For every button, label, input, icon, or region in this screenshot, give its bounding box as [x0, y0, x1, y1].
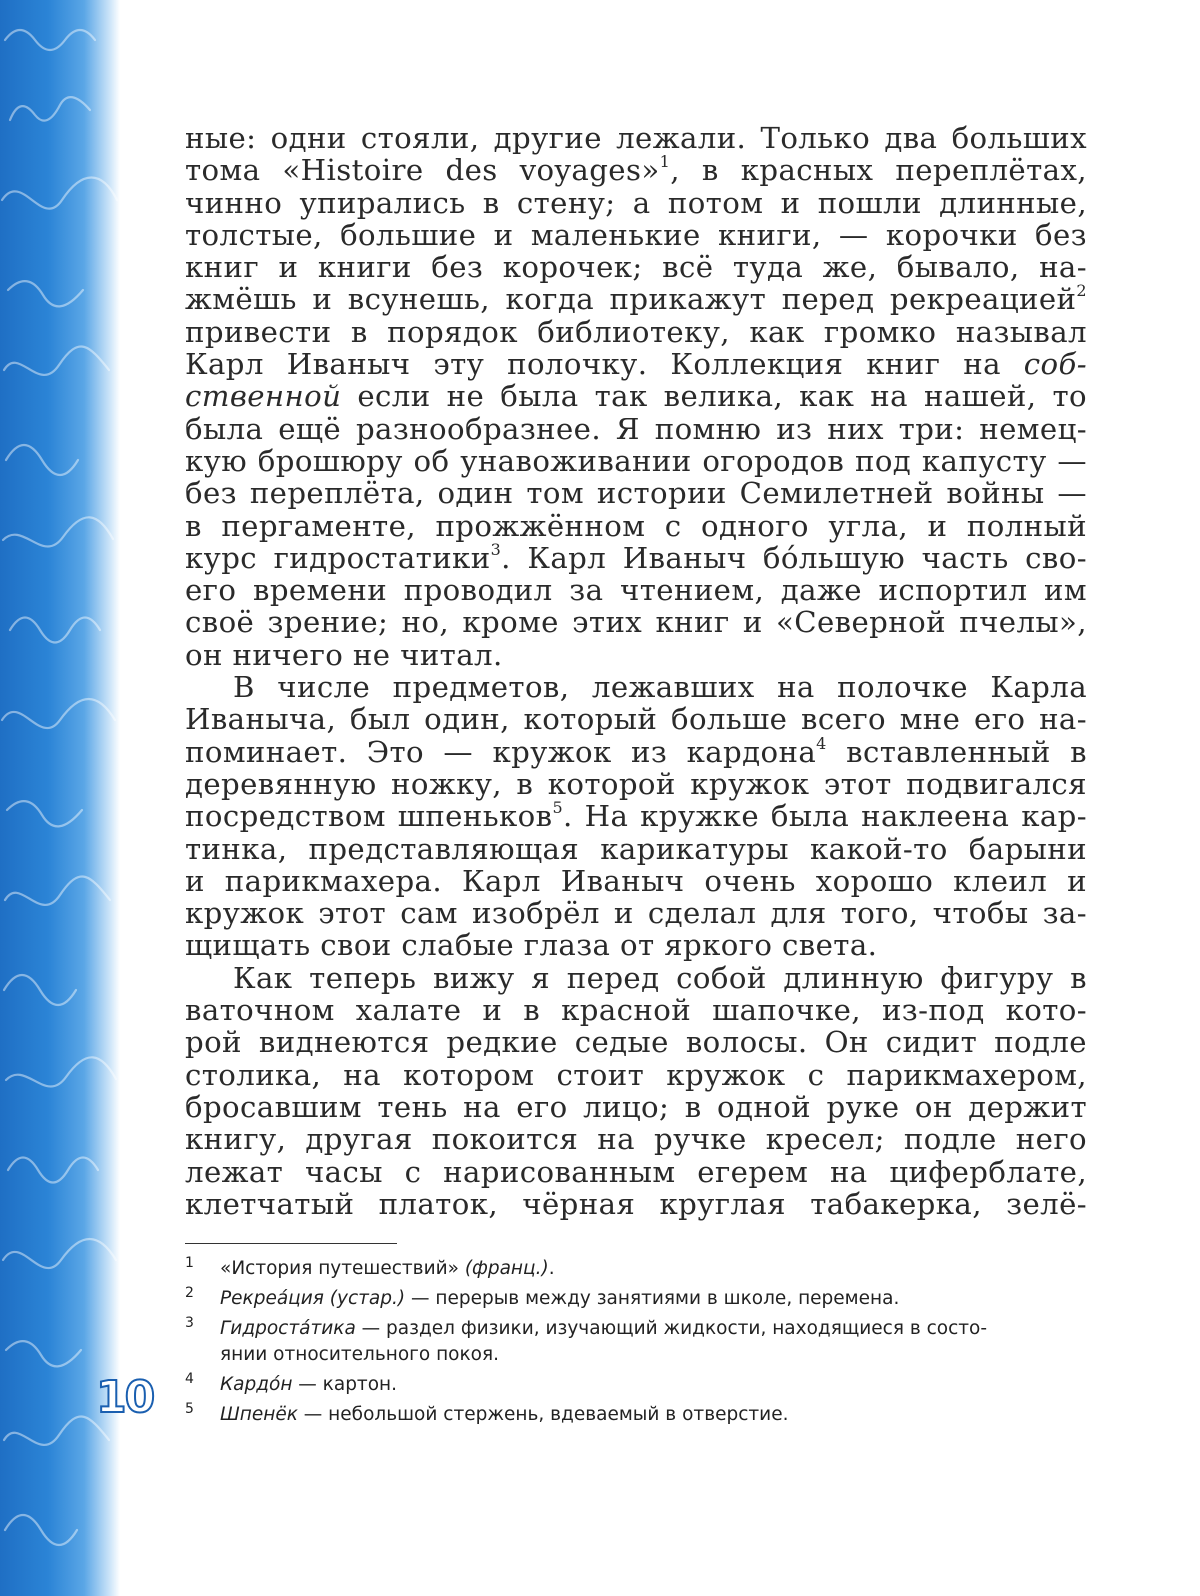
line-text: Иваныча, был один, который больше всего мне его на- [185, 702, 1087, 737]
italic-text: соб- [1023, 347, 1087, 382]
text-line [185, 539, 1087, 575]
text-line [185, 606, 1087, 638]
line-text: В числе предметов, лежавших на полочке Карла [233, 670, 1087, 705]
footnote [185, 1256, 1090, 1282]
line-text: курс гидростатики [185, 540, 491, 575]
text-line [185, 154, 1087, 186]
footnote [185, 1286, 1090, 1312]
footnote-ref: 4 [816, 733, 827, 753]
footnote-number: 5 [185, 1401, 194, 1417]
text-line [185, 733, 1087, 769]
paragraph [185, 122, 1087, 671]
line-text: столика, на котором стоит кружок с парикмахером, [185, 1057, 1087, 1092]
footnote-ref: 1 [659, 152, 671, 172]
line-text: была ещё разнообразнее. Я помню из них три: немец- [185, 411, 1087, 446]
footnotes [185, 1256, 1090, 1432]
text-line [185, 994, 1087, 1026]
footnote-term: Рекреáция (устар.) [220, 1288, 406, 1309]
footnote [185, 1372, 1090, 1398]
text-line [185, 1188, 1087, 1220]
footnote [185, 1316, 1090, 1368]
text-line [185, 1123, 1087, 1155]
text-line [185, 477, 1087, 509]
handwriting-pattern [0, 0, 120, 1596]
footnote-term: Шпенёк [220, 1404, 298, 1425]
footnote [185, 1402, 1090, 1428]
line-text: кружок этот сам изобрёл и сделал для того, чтобы за- [185, 896, 1087, 931]
line-text: если не была так велика, как на нашей, то [341, 379, 1087, 414]
line-text: он ничего не читал. [185, 637, 503, 672]
footnote-divider [185, 1243, 397, 1244]
footnote-number: 4 [185, 1371, 194, 1387]
line-text: в пергаменте, прожжённом с одного угла, и полный [185, 508, 1087, 543]
text-line [185, 639, 1087, 671]
text-line [185, 445, 1087, 477]
main-text [185, 122, 1087, 1220]
line-text: деревянную ножку, в которой кружок этот подвигался [185, 766, 1087, 801]
decorative-side-band [0, 0, 120, 1596]
page-number: 10 [96, 1372, 154, 1423]
footnote-ref: 2 [1076, 281, 1087, 301]
text-line [185, 1156, 1087, 1188]
line-text: . На кружке была наклеена кар- [563, 799, 1087, 834]
footnote-number: 1 [185, 1255, 194, 1271]
text-line [185, 122, 1087, 154]
text-line [185, 703, 1087, 735]
text-line [185, 1091, 1087, 1123]
line-text: кую брошюру об унавоживании огородов под капусту — [185, 443, 1087, 478]
text-line [185, 380, 1087, 412]
footnote-tail: . [548, 1258, 555, 1279]
line-text: ные: одни стояли, другие лежали. Только два больших [185, 121, 1087, 155]
text-line [185, 929, 1087, 961]
text-line [185, 671, 1087, 703]
footnote-text: — небольшой стержень, вдеваемый в отверстие. [297, 1404, 789, 1425]
line-text: чинно упирались в стену; а потом и пошли длинные, [185, 185, 1087, 220]
text-line [185, 219, 1087, 251]
footnote-note: (франц.) [464, 1258, 549, 1279]
line-text: привести в порядок библиотеку, как громко называл [185, 314, 1087, 349]
footnote-number: 3 [185, 1315, 194, 1331]
paragraph [185, 671, 1087, 962]
footnote-text: — картон. [292, 1374, 398, 1395]
line-text: без переплёта, один том истории Семилетней войны — [185, 476, 1087, 511]
line-text: своё зрение; но, кроме этих книг и «Северной пчелы», [185, 605, 1087, 640]
text-line [185, 283, 1087, 315]
text-line [185, 348, 1087, 380]
text-line [185, 800, 1087, 832]
text-line [185, 510, 1087, 542]
text-line [185, 574, 1087, 606]
line-text: . Карл Иваныч бóльшую часть сво- [501, 540, 1087, 575]
footnote-ref: 5 [552, 798, 564, 818]
line-text: Карл Иваныч эту полочку. Коллекция книг на [185, 347, 1024, 382]
line-text: бросавшим тень на его лицо; в одной руке он держит [185, 1089, 1087, 1124]
line-text: поминает. Это — кружок из кардона [185, 734, 817, 769]
text-line [185, 251, 1087, 283]
line-text: его времени проводил за чтением, даже испортил им [185, 573, 1087, 608]
text-line [185, 962, 1087, 994]
text-line [185, 316, 1087, 348]
line-text: посредством шпеньков [185, 799, 553, 834]
footnote-number: 2 [185, 1285, 194, 1301]
text-line [185, 1026, 1087, 1058]
line-text: клетчатый платок, чёрная круглая табакерка, зелё- [185, 1186, 1087, 1221]
line-text: толстые, большие и маленькие книги, — корочки без [185, 217, 1087, 252]
footnote-text: — раздел физики, изучающий жидкости, находящиеся в состо- [355, 1318, 988, 1339]
footnote-text: — перерыв между занятиями в школе, перемена. [405, 1288, 900, 1309]
line-text: , в красных переплётах, [670, 153, 1087, 188]
line-text: щищать свои слабые глаза от яркого света. [185, 928, 878, 963]
line-text: тома «Histoire des voyages» [185, 153, 660, 188]
line-text: жмёшь и всунешь, когда прикажут перед рекреацией [185, 282, 1077, 317]
text-line [185, 833, 1087, 865]
text-line [185, 413, 1087, 445]
text-line [185, 187, 1087, 219]
line-text: ваточном халате и в красной шапочке, из-под кото- [185, 993, 1087, 1028]
text-line [185, 1059, 1087, 1091]
text-line [185, 768, 1087, 800]
paragraph [185, 962, 1087, 1220]
line-text: рой виднеются редкие седые волосы. Он сидит подле [185, 1025, 1087, 1060]
line-text: Как теперь вижу я перед собой длинную фигуру в [233, 960, 1087, 995]
line-text: книг и книги без корочек; всё туда же, бывало, на- [185, 250, 1087, 285]
footnote-term: Кардóн [220, 1374, 293, 1395]
footnote-ref: 3 [490, 539, 502, 559]
footnote-text: «История путешествий» [220, 1258, 465, 1279]
line-text: лежат часы с нарисованным егерем на циферблате, [185, 1154, 1087, 1189]
line-text: и парикмахера. Карл Иваныч очень хорошо клеил и [185, 863, 1087, 898]
text-line [185, 865, 1087, 897]
line-text: книгу, другая покоится на ручке кресел; подле него [185, 1122, 1087, 1157]
footnote-text: янии относительного покоя. [220, 1344, 499, 1365]
footnote-term: Гидростáтика [220, 1318, 356, 1339]
italic-text: ственной [185, 379, 342, 414]
line-text: вставленный в [826, 734, 1087, 769]
line-text: тинка, представляющая карикатуры какой-то барыни [185, 831, 1087, 866]
text-line [185, 897, 1087, 929]
